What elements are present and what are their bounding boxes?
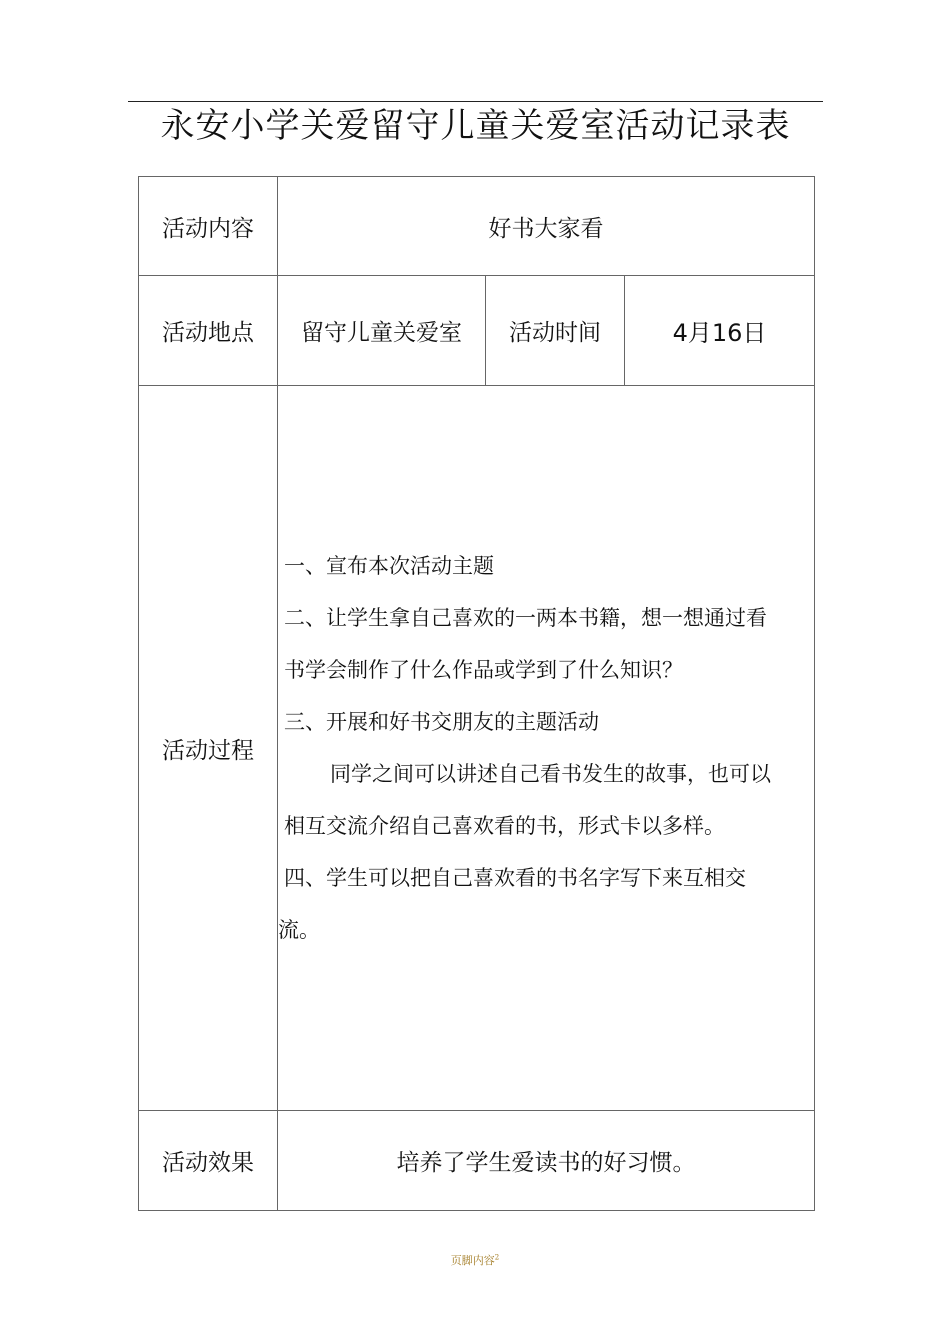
page-number: 2 xyxy=(494,1253,500,1262)
process-label: 活动过程 xyxy=(139,386,278,1111)
process-line: 相互交流介绍自己喜欢看的书，形式卡以多样。 xyxy=(284,814,725,838)
process-line: 二、让学生拿自己喜欢的一两本书籍，想一想通过看 xyxy=(284,606,767,630)
effect-value: 培养了学生爱读书的好习惯。 xyxy=(278,1111,815,1211)
page-footer xyxy=(0,1252,950,1268)
process-line: 同学之间可以讲述自己看书发生的故事，也可以 xyxy=(330,762,771,786)
top-rule xyxy=(128,101,823,102)
location-label: 活动地点 xyxy=(139,276,278,386)
page-title: 永安小学关爱留守儿童关爱室活动记录表 xyxy=(160,106,791,146)
location-value: 留守儿童关爱室 xyxy=(278,276,486,386)
process-content xyxy=(278,386,815,1111)
process-line: 流。 xyxy=(278,918,320,942)
process-line: 四、学生可以把自己喜欢看的书名字写下来互相交 xyxy=(284,866,746,890)
content-label: 活动内容 xyxy=(139,177,278,276)
footer-text: 页脚内容 xyxy=(450,1254,495,1267)
process-line: 一、宣布本次活动主题 xyxy=(284,554,494,578)
row-process xyxy=(139,386,815,1111)
row-effect xyxy=(139,1111,815,1211)
activity-record-table xyxy=(138,176,815,1211)
row-content xyxy=(139,177,815,276)
time-value: 4月16日 xyxy=(625,276,815,386)
content-value: 好书大家看 xyxy=(278,177,815,276)
process-line: 书学会制作了什么作品或学到了什么知识？ xyxy=(284,658,683,682)
effect-label: 活动效果 xyxy=(139,1111,278,1211)
process-line: 三、开展和好书交朋友的主题活动 xyxy=(284,710,599,734)
time-label: 活动时间 xyxy=(486,276,625,386)
row-location-time xyxy=(139,276,815,386)
